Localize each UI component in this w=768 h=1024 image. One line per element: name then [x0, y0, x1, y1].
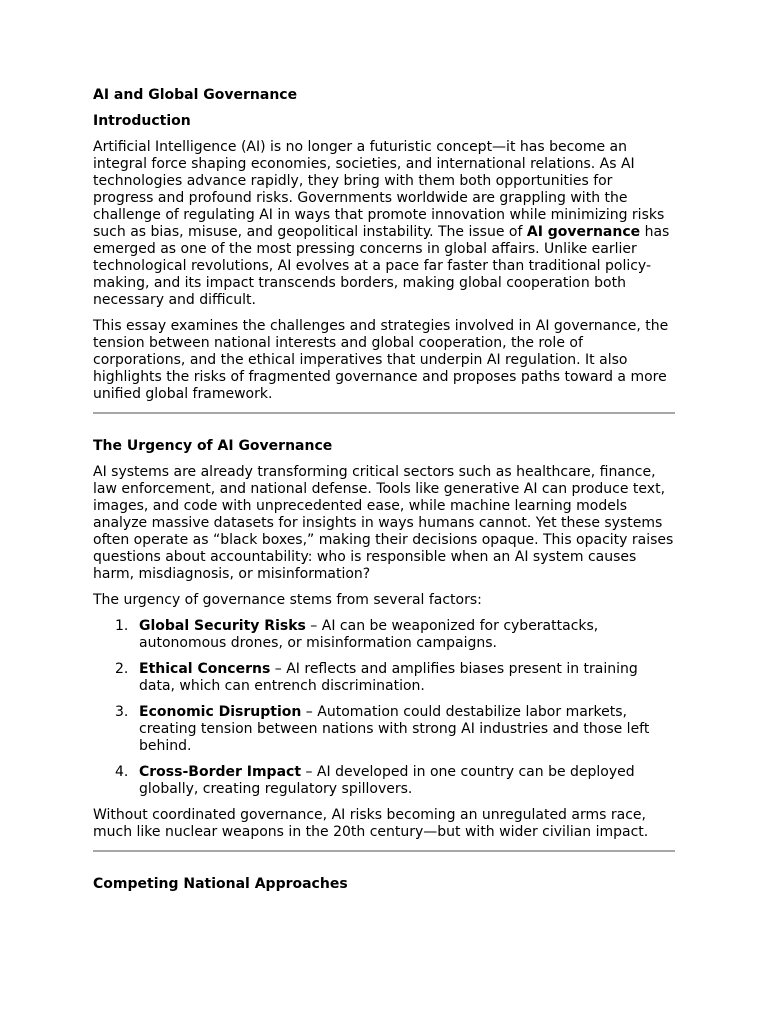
document-title: AI and Global Governance — [93, 87, 298, 103]
intro-paragraph-1 — [93, 139, 675, 309]
list-item-text: – AI reflects and amplifies biases present in training data, which can entrench discrimination. — [139, 661, 638, 694]
list-item-term: Ethical Concerns — [139, 661, 271, 677]
spacer — [93, 852, 675, 876]
list-item-number: 4. — [115, 764, 129, 780]
list-item — [93, 618, 675, 652]
section-heading-national-approaches: Competing National Approaches — [93, 876, 348, 892]
list-item-term: Cross-Border Impact — [139, 764, 302, 780]
urgency-factors-list — [93, 618, 675, 798]
list-item-text: – AI developed in one country can be deployed globally, creating regulatory spillovers. — [139, 764, 635, 797]
list-item — [93, 704, 675, 755]
list-item-number: 2. — [115, 661, 129, 677]
list-item-number: 3. — [115, 704, 129, 720]
intro-p1-text-start: Artificial Intelligence (AI) is no longer a futuristic concept—it has become an integral force shaping economies, societies, and international relations. As AI technologies advance rapidly, they bring with them both opportunities for progress and profound risks. Governments worldwide are grappling with the challenge of regulating AI in ways that promote innovation while minimizing risks such as bias, misuse, and geopolitical instability. The issue of — [93, 139, 665, 240]
urgency-paragraph-2: The urgency of governance stems from several factors: — [93, 592, 482, 608]
urgency-paragraph-1: AI systems are already transforming critical sectors such as healthcare, finance, law enforcement, and national defense. Tools like generative AI can produce text, images, and code with unprecedented ease, while machine learning models analyze massive datasets for insights in ways humans cannot. Yet these systems often operate as “black boxes,” making their decisions opaque. This opacity raises questions about accountability: who is responsible when an AI system causes harm, misdiagnosis, or misinformation? — [93, 464, 674, 582]
section-heading-urgency: The Urgency of AI Governance — [93, 438, 333, 454]
list-item-term: Global Security Risks — [139, 618, 306, 634]
intro-paragraph-2: This essay examines the challenges and strategies involved in AI governance, the tension between national interests and global cooperation, the role of corporations, and the ethical imperatives that underpin AI regulation. It also highlights the risks of fragmented governance and proposes paths toward a more unified global framework. — [93, 318, 669, 402]
list-item-term: Economic Disruption — [139, 704, 302, 720]
list-item-number: 1. — [115, 618, 129, 634]
list-item — [93, 764, 675, 798]
list-item — [93, 661, 675, 695]
document-page — [93, 87, 675, 902]
list-item-text: – AI can be weaponized for cyberattacks, autonomous drones, or misinformation campaigns. — [139, 618, 599, 651]
spacer — [93, 414, 675, 438]
intro-p1-bold-term: AI governance — [526, 224, 641, 240]
intro-p1-text-end: has emerged as one of the most pressing concerns in global affairs. Unlike earlier technological revolutions, AI evolves at a pace far faster than traditional policy-making, and its impact transcends borders, making global cooperation both necessary and difficult. — [93, 224, 670, 308]
urgency-paragraph-3: Without coordinated governance, AI risks becoming an unregulated arms race, much like nuclear weapons in the 20th century—but with wider civilian impact. — [93, 807, 649, 840]
list-item-text: – Automation could destabilize labor markets, creating tension between nations with strong AI industries and those left behind. — [139, 704, 650, 754]
section-heading-introduction: Introduction — [93, 113, 191, 129]
